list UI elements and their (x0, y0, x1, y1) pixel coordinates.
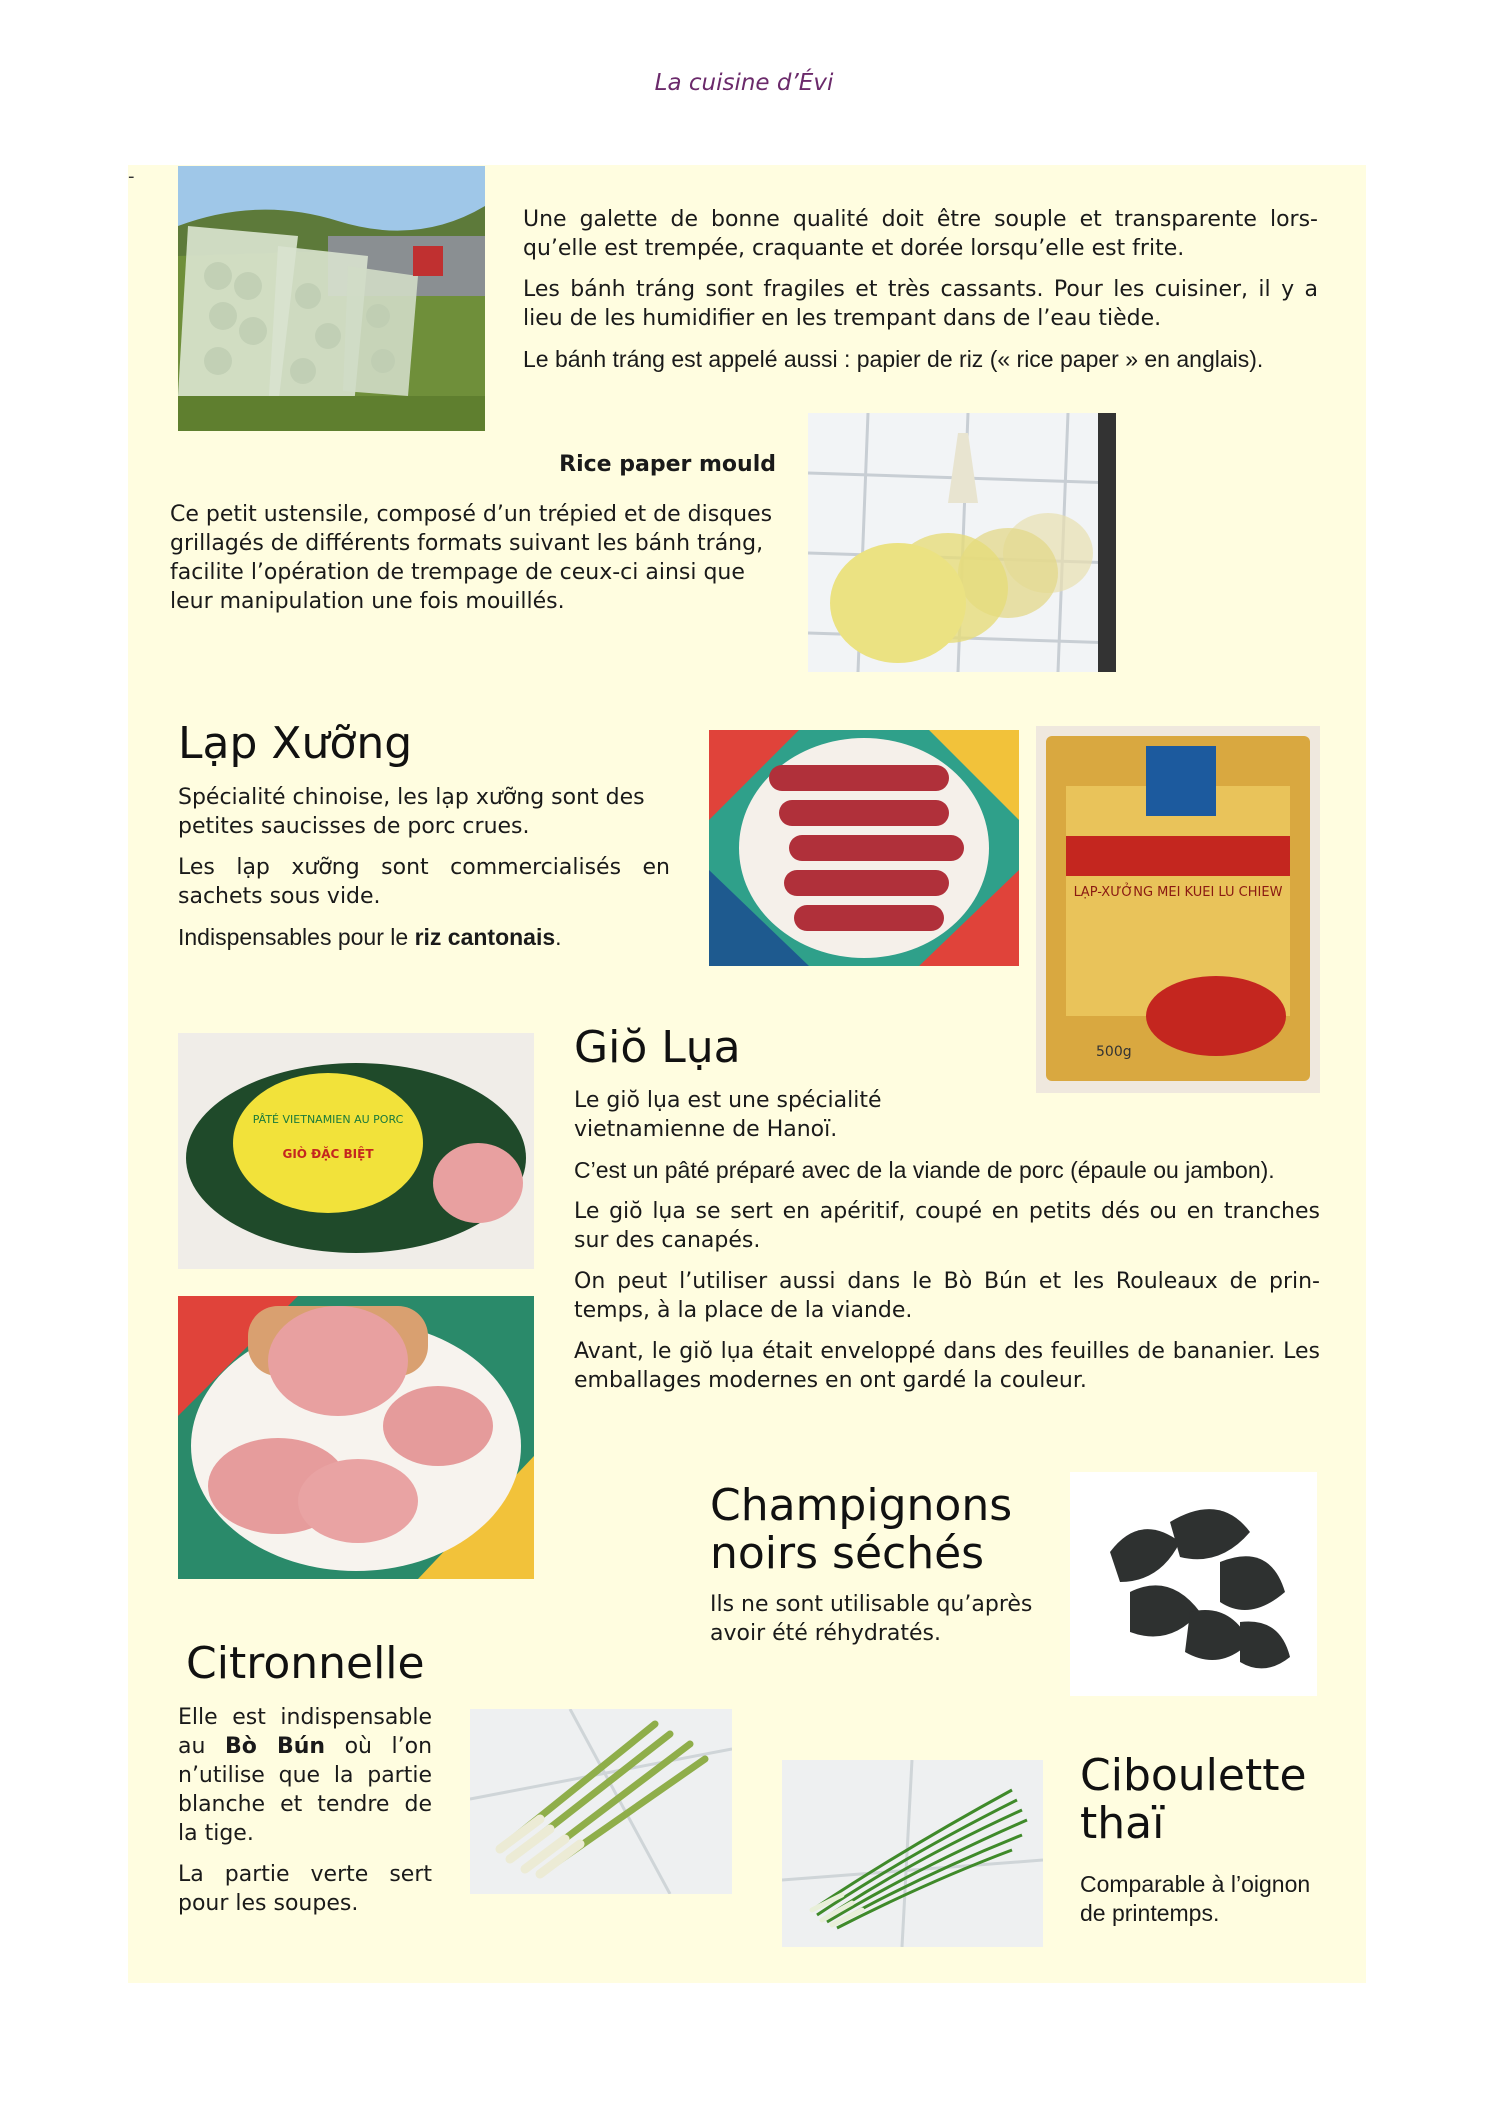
citronnelle-text (178, 1703, 432, 1930)
lap-xuong-title: Lạp Xưỡng (178, 718, 413, 769)
champignons-title-line1: Champignons (710, 1480, 1013, 1531)
champignons-title (710, 1482, 1012, 1578)
citronnelle-p1 (178, 1703, 432, 1848)
riz-cantonais-bold: riz cantonais (414, 924, 556, 950)
champignons-text: Ils ne sont utilisable qu’après avoir été réhydratés. (710, 1592, 1033, 1646)
ciboulette-title-line2: thaï (1080, 1798, 1165, 1849)
gio-lua-p1: Le giŏ lụa est une spécialité vietnamienne de Hanoï. (574, 1088, 882, 1142)
gio-lua-text (574, 1086, 1320, 1407)
lap-xuong-package-weight: 500g (1096, 1044, 1132, 1060)
lap-xuong-p3 (178, 923, 670, 952)
gio-lua-title: Giŏ Lụa (574, 1022, 741, 1073)
citronnelle-title: Citronnelle (186, 1638, 425, 1689)
ciboulette-text: Comparable à l’oignon de printemps. (1080, 1871, 1311, 1926)
gio-lua-p2: C’est un pâté préparé avec de la viande de porc (épaule ou jambon). (574, 1157, 1275, 1183)
banh-trang-p1: Une galette de bonne qualité doit être souple et transparente lors- qu’elle est trempée, craquante et dorée lorsqu’elle est frite. (523, 207, 1318, 261)
mould-text: Ce petit ustensile, composé d’un trépied et de disques grillagés de différents formats suivant les bánh tráng, facilite l’opération de trempage de ceux-ci ainsi que leur manipulation une fois mouillés. (170, 502, 773, 614)
gio-lua-sliced-photo (178, 1296, 534, 1579)
lap-xuong-package-label: LẠP-XƯỞNG MEI KUEI LU CHIEW (1073, 885, 1283, 900)
gio-lua-p3: Le giŏ lụa se sert en apéritif, coupé en petits dés ou en tranches sur des canapés. (574, 1199, 1320, 1253)
banh-trang-p2: Les bánh tráng sont fragiles et très cassants. Pour les cuisiner, il y a lieu de les humidifier en les trempant dans de l’eau tiède. (523, 277, 1318, 331)
page-dash: - (128, 166, 135, 187)
citronnelle-p1-b: où l’on n’utilise que la partie blanche et tendre de la tige. (178, 1734, 433, 1846)
champignons-title-line2: noirs séchés (710, 1528, 985, 1579)
lap-xuong-package-photo (1036, 726, 1320, 1093)
rice-paper-mould-photo (808, 413, 1116, 672)
gio-lua-package-photo (178, 1033, 534, 1269)
champignons-photo (1070, 1472, 1317, 1696)
lap-xuong-sausages-photo (709, 730, 1019, 966)
citronnelle-p2: La partie verte sert pour les soupes. (178, 1862, 432, 1916)
mould-title: Rice paper mould (559, 452, 776, 477)
citronnelle-p1-a: Elle est indispensable au (178, 1705, 432, 1759)
ciboulette-photo (782, 1760, 1043, 1947)
lap-xuong-text (178, 783, 670, 964)
lap-xuong-p3-after: . (555, 924, 562, 950)
gio-lua-package-label: PÂTÉ VIETNAMIEN AU PORC (252, 1113, 404, 1126)
ciboulette-title (1080, 1752, 1307, 1848)
bo-bun-bold: Bò Bún (224, 1734, 326, 1759)
banh-trang-text (523, 205, 1318, 386)
citronnelle-photo (470, 1709, 732, 1894)
gio-lua-p4: On peut l’utiliser aussi dans le Bò Bún et les Rouleaux de prin- temps, à la place de la viande. (574, 1269, 1320, 1323)
banh-trang-p3: Le bánh tráng est appelé aussi : papier de riz (« rice paper » en anglais). (523, 346, 1264, 372)
lap-xuong-p3-before: Indispensables pour le (178, 924, 415, 950)
page-header: La cuisine d’Évi (654, 70, 834, 96)
lap-xuong-p1: Spécialité chinoise, les lạp xưỡng sont des petites saucisses de porc crues. (178, 785, 645, 839)
gio-lua-p5: Avant, le giŏ lụa était enveloppé dans des feuilles de bananier. Les emballages modernes en ont gardé la couleur. (574, 1339, 1320, 1393)
gio-lua-package-sub: GIÒ ĐẶC BIỆT (282, 1147, 374, 1161)
ciboulette-title-line1: Ciboulette (1080, 1750, 1307, 1801)
rice-paper-drying-photo (178, 166, 485, 431)
lap-xuong-p2: Les lạp xưỡng sont commercialisés en sachets sous vide. (178, 855, 670, 909)
